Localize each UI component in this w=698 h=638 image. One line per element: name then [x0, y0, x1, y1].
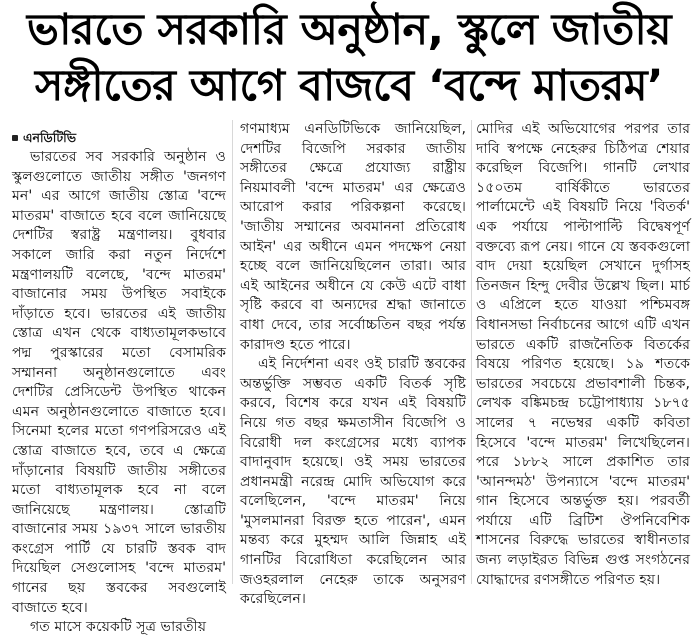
bullet-icon — [12, 135, 18, 141]
column-divider — [232, 120, 233, 584]
article-column-2 — [240, 120, 466, 608]
article-headline — [0, 2, 698, 114]
article-column-3 — [476, 120, 690, 586]
byline — [12, 130, 226, 146]
paragraph: গণমাধ্যম এনডিটিভিকে জানিয়েছিল, দেশটির বিজেপি সরকার জাতীয় সঙ্গীতের ক্ষেত্রে প্রযোজ্য রাষ্ট্রীয় নিয়মাবলী 'বন্দে মাতরম' এর ক্ষেত্রেও আরোপ করার পরিকল্পনা করেছে। 'জাতীয় সম্মানের অবমাননা প্রতিরোধ আইন' এর অধীনে এমন পদক্ষেপ নেয়া হচ্ছে বলে জানিয়েছিলেন তারা। আর এই আইনের অধীনে যে কেউ এটে বাধা সৃষ্টি করবে বা অন্যদের শ্রদ্ধা জানাতে বাধা দেবে, তার সর্বোচ্চতিন বছর পর্যন্ত কারাদণ্ড হতে পারে। — [240, 121, 466, 353]
paragraph: গত মাসে কয়েকটি সূত্র ভারতীয় — [30, 619, 207, 636]
paragraph: ভারতের সব সরকারি অনুষ্ঠান ও স্কুলগুলোতে জাতীয় সঙ্গীত 'জনগণ মন' এর আগে জাতীয় স্তোত্র 'বন্দে মাতরম' বাজাতে হবে বলে জানিয়েছে দেশটির স্বরাষ্ট্র মন্ত্রণালয়। বুধবার সকালে জারি করা নতুন নির্দেশে মন্ত্রণালয়টি বলেছে, 'বন্দে মাতরম' বাজানোর সময় উপস্থিত সবাইকে দাঁড়াতে হবে। ভারতের এই জাতীয় স্তোত্র এখন থেকে বাধ্যতামূলকভাবে পদ্ম পুরস্কারের মতো বেসামরিক সম্মাননা অনুষ্ঠানগুলোতে এবং দেশটির প্রেসিডেন্ট উপস্থিত থাকেন এমন অনুষ্ঠানগুলোতে বাজাতে হবে। সিনেমা হলের মতো গণপরিসরেও এই স্তোত্র বাজাতে হবে, তবে এ ক্ষেত্রে দাঁড়ানোর বিষয়টি জাতীয় সঙ্গীতের মতো বাধ্যতামূলক হবে না বলে জানিয়েছে মন্ত্রণালয়। স্তোত্রটি বাজানোর সময় ১৯৩৭ সালে ভারতীয় কংগ্রেস পার্টি যে চারটি স্তবক বাদ দিয়েছিল সেগুলোসহ 'বন্দে মাতরম' গানের ছয় স্তবকের সবগুলোই বাজাতে হবে। — [12, 149, 226, 616]
headline-line-1: ভারতে সরকারি অনুষ্ঠান, স্কুলে জাতীয় — [26, 5, 672, 55]
column-divider — [471, 120, 472, 584]
paragraph: এই নির্দেশনা এবং ওই চারটি স্তবকের অন্তর্ভুক্তি সম্ভবত একটি বিতর্ক সৃষ্টি করবে, বিশেষ করে যখন এই বিষয়টি নিয়ে গত বছর ক্ষমতাসীন বিজেপি ও বিরোধী দল কংগ্রেসের মধ্যে ব্যাপক বাদানুবাদ হয়েছে। ওই সময় ভারতের প্রধানমন্ত্রী নরেন্দ্র মোদি অভিযোগ করে বলেছিলেন, 'বন্দে মাতরম' নিয়ে 'মুসলমানরা বিরক্ত হতে পারেন', এমন মন্তব্য করে মুহম্মদ আলি জিন্নাহ এই গানটির বিরোধিতা করেছিলেন আর জওহরলাল নেহেরু তাকে অনুসরণ করেছিলেন। — [240, 356, 466, 608]
paragraph: মোদির এই অভিযোগের পরপর তার দাবি স্বপক্ষে নেহেরুর চিঠিপত্র শেয়ার করেছিল বিজেপি। গানটি লেখার ১৫০তম বার্ষিকীতে ভারতের পার্লামেন্টে এই বিষয়টি নিয়ে 'বিতর্ক' এক পর্যায়ে পাল্টাপাল্টি বিদ্বেষপূর্ণ বক্তব্যে রূপ নেয়। গানে যে স্তবকগুলো বাদ দেয়া হয়েছিল সেখানে দুর্গাসহ তিনজন হিন্দু দেবীর উল্লেখ ছিল। মার্চ ও এপ্রিলে হতে যাওয়া পশ্চিমবঙ্গ বিধানসভা নির্বাচনের আগে এটি এখন ভারতে একটি রাজনৈতিক বিতর্কের বিষয়ে পরিণত হয়েছে। ১৯ শতকে ভারতের সবচেয়ে প্রভাবশালী চিন্তক, লেখক বঙ্কিমচন্দ্র চট্টোপাধ্যায় ১৮৭৫ সালের ৭ নভেম্বর একটি কবিতা হিসেবে 'বন্দে মাতরম' লিখেছিলেন। পরে ১৮৮২ সালে প্রকাশিত তার 'আনন্দমঠ' উপন্যাসে 'বন্দে মাতরম' গান হিসেবে অন্তর্ভুক্ত হয়। পরবর্তী পর্যায়ে এটি ব্রিটিশ ঔপনিবেশিক শাসনের বিরুদ্ধে ভারতের স্বাধীনতার জন্য লড়াইরত বিভিন্ন গুপ্ত সংগঠনের যোদ্ধাদের রণসঙ্গীতে পরিণত হয়। — [476, 121, 690, 588]
byline-source: এনডিটিভি — [23, 130, 77, 145]
headline-line-2: সঙ্গীতের আগে বাজবে ‘বন্দে মাতরম’ — [34, 61, 664, 111]
article-column-1 — [12, 130, 226, 636]
